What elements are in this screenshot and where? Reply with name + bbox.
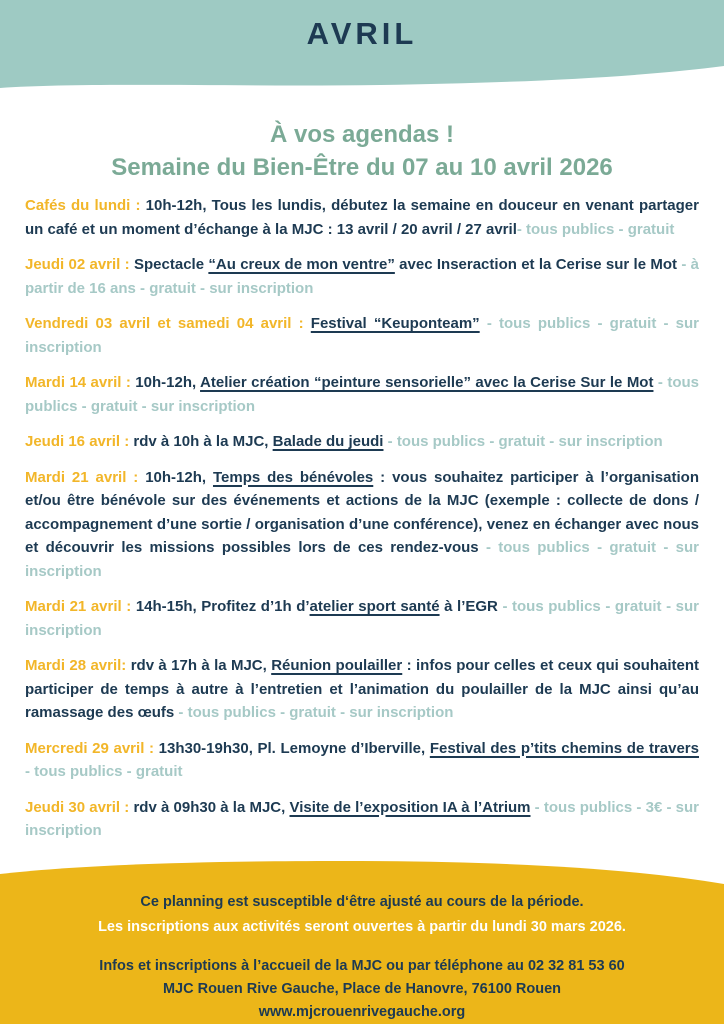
footer-text bbox=[0, 890, 724, 1024]
event-item bbox=[25, 430, 699, 454]
header-band bbox=[0, 0, 724, 92]
event-title-link[interactable]: “Au creux de mon ventre” bbox=[208, 256, 395, 273]
event-title-link[interactable]: Visite de l’exposition IA à l’Atrium bbox=[289, 798, 531, 816]
footer bbox=[0, 860, 724, 1024]
event-meta: - tous publics - gratuit - sur inscription bbox=[25, 374, 699, 415]
event-meta: - tous publics - gratuit bbox=[25, 763, 183, 780]
event-title-link[interactable]: Réunion poulailler bbox=[271, 657, 403, 674]
event-item bbox=[25, 253, 699, 300]
event-text: : vous souhaitez participer à l’organisation et/ou être bénévole sur des événements et actions de la MJC (exemple : collecte de dons / accompagnement d’une sortie / organisation d’une conférence), venez en échanger avec nous et découvrir les missions possibles lors de ces rendez-vous bbox=[25, 468, 699, 556]
event-date: Jeudi 16 avril : bbox=[25, 433, 134, 450]
event-text: rdv à 17h à la MJC, bbox=[130, 657, 272, 674]
event-meta: - tous publics - gratuit - sur inscription bbox=[25, 598, 700, 639]
event-text: 13h30-19h30, Pl. Lemoyne d’Iberville, bbox=[158, 739, 430, 757]
event-text: rdv à 10h à la MJC, bbox=[133, 433, 273, 450]
footer-contact-phone: Infos et inscriptions à l’accueil de la MJC ou par téléphone au 02 32 81 53 60 bbox=[99, 958, 625, 974]
event-item bbox=[25, 371, 699, 418]
intro-line-1: À vos agendas ! bbox=[269, 121, 455, 148]
footer-notice-1: Ce planning est susceptible d‘être ajusté au cours de la période. bbox=[140, 894, 584, 910]
event-item bbox=[25, 654, 699, 725]
event-meta: - tous publics - gratuit - sur inscription bbox=[25, 315, 699, 356]
event-meta: - tous publics - 3€ - sur inscription bbox=[25, 798, 699, 839]
event-title-link[interactable]: Balade du jeudi bbox=[272, 433, 384, 450]
intro-line-2: Semaine du Bien-Être du 07 au 10 avril 2026 bbox=[111, 154, 613, 181]
intro-heading bbox=[0, 118, 724, 184]
event-date: Mardi 14 avril : bbox=[25, 374, 136, 391]
event-title-link[interactable]: Atelier création “peinture sensorielle” avec la Cerise Sur le Mot bbox=[200, 374, 654, 391]
event-item bbox=[25, 312, 699, 359]
event-meta: - tous publics - gratuit - sur inscription bbox=[383, 433, 663, 450]
event-text: 10h-12h, Tous les lundis, débutez la semaine en douceur en venant partager un café et un moment d’échange à la MJC : 13 avril / 20 avril / 27 avril bbox=[25, 197, 699, 238]
event-text: 14h-15h, Profitez d’1h d’ bbox=[135, 598, 310, 615]
event-text: 10h-12h, bbox=[145, 468, 213, 486]
event-item bbox=[25, 466, 699, 584]
event-date: Mercredi 29 avril : bbox=[25, 739, 159, 757]
event-date: Jeudi 30 avril : bbox=[25, 798, 134, 816]
event-title-link[interactable]: Festival “Keuponteam” bbox=[310, 315, 480, 332]
events-list bbox=[25, 194, 699, 855]
footer-website: www.mjcrouenrivegauche.org bbox=[258, 1004, 466, 1020]
event-text: avec Inseraction et la Cerise sur le Mot bbox=[394, 256, 682, 273]
footer-notice-2: Les inscriptions aux activités seront ouvertes à partir du lundi 30 mars 2026. bbox=[98, 919, 626, 935]
event-title-link[interactable]: atelier sport santé bbox=[309, 598, 440, 615]
event-item bbox=[25, 737, 699, 784]
event-date: Vendredi 03 avril et samedi 04 avril : bbox=[25, 315, 311, 332]
footer-contact-address: MJC Rouen Rive Gauche, Place de Hanovre, 76100 Rouen bbox=[162, 981, 562, 997]
event-meta: - tous publics - gratuit - sur inscription bbox=[178, 704, 454, 721]
event-date: Jeudi 02 avril : bbox=[25, 256, 134, 273]
event-item bbox=[25, 194, 699, 241]
event-item bbox=[25, 796, 699, 843]
event-text: Spectacle bbox=[134, 256, 209, 273]
event-text: rdv à 09h30 à la MJC, bbox=[133, 798, 290, 816]
event-meta: - tous publics - gratuit - sur inscription bbox=[25, 539, 699, 580]
event-date: Mardi 28 avril: bbox=[25, 657, 131, 674]
event-text: à l’EGR bbox=[439, 598, 503, 615]
event-meta: - tous publics - gratuit bbox=[516, 220, 675, 238]
event-item bbox=[25, 595, 699, 642]
event-title-link[interactable]: Festival des p’tits chemins de travers bbox=[429, 739, 699, 757]
footer-contact-block bbox=[0, 955, 724, 1024]
event-text: : infos pour celles et ceux qui souhaitent participer de temps à autre à l’entretien et l’animation du poulailler de la MJC ainsi qu’au ramassage des œufs bbox=[25, 657, 699, 721]
event-text: 10h-12h, bbox=[135, 374, 201, 391]
month-title: AVRIL bbox=[306, 16, 418, 51]
event-title-link[interactable]: Temps des bénévoles bbox=[212, 468, 374, 486]
event-date: Cafés du lundi : bbox=[25, 197, 146, 214]
event-date: Mardi 21 avril : bbox=[25, 598, 136, 615]
event-date: Mardi 21 avril : bbox=[25, 468, 146, 486]
event-meta: - à partir de 16 ans - gratuit - sur inscription bbox=[25, 256, 699, 297]
